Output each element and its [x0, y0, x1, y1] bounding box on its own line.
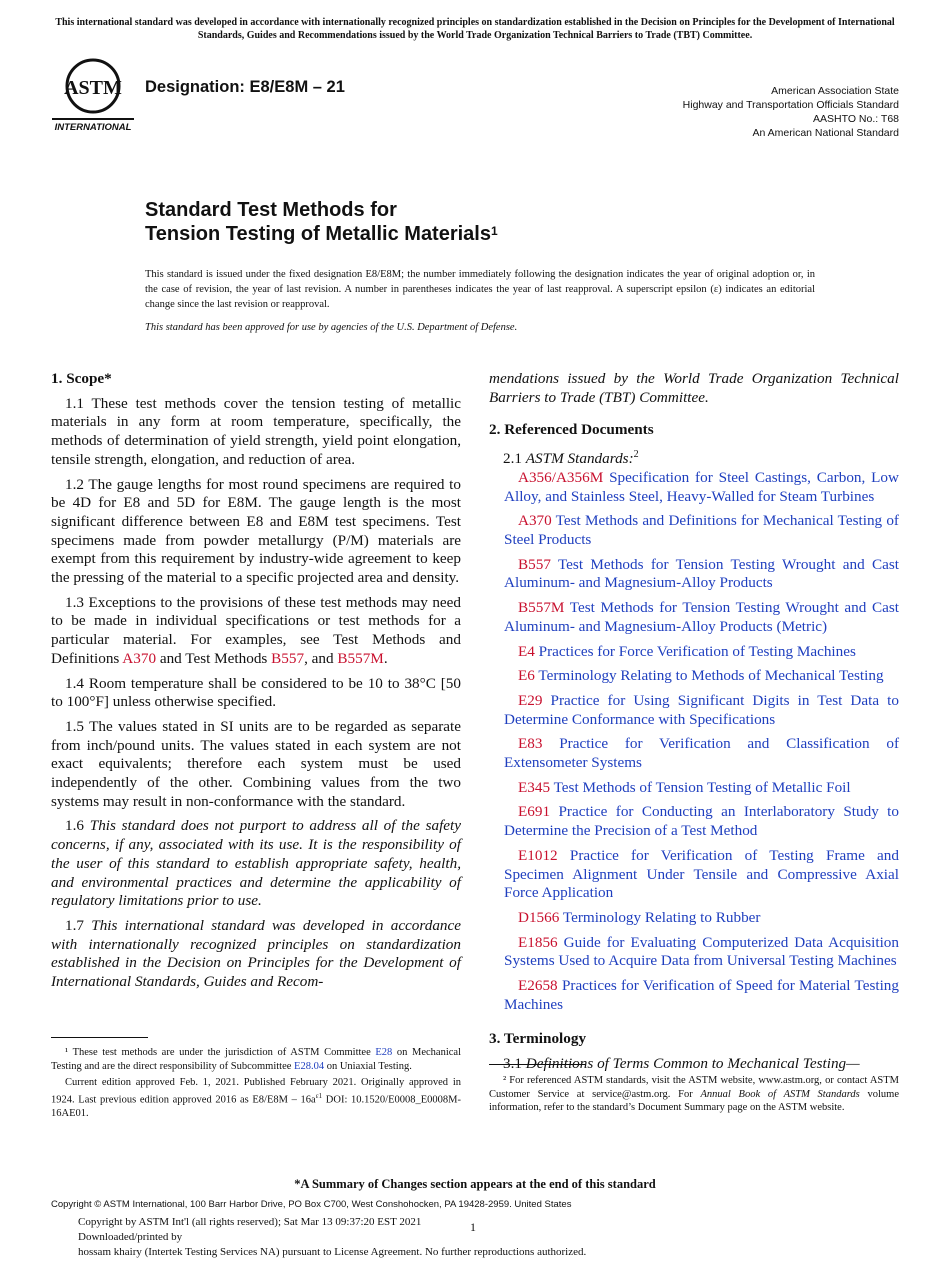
- paragraph-1-4: 1.4 Room temperature shall be considered to be 10 to 38°C [50 to 100°F] unless otherwise specified.: [51, 674, 461, 711]
- aashto-block: [683, 84, 899, 140]
- subsection-number: 2.1: [503, 450, 526, 468]
- reference-title-link[interactable]: Practice for Using Significant Digits in Test Data to Determine Conformance with Specifications: [504, 691, 899, 728]
- text-span: on Uniaxial Testing.: [324, 1060, 412, 1072]
- paragraph-1-7: [51, 917, 461, 992]
- reference-code-link[interactable]: B557M: [518, 599, 565, 617]
- link-e28[interactable]: E28: [375, 1047, 393, 1058]
- aashto-line: An American National Standard: [752, 127, 899, 139]
- text-span: ² For referenced ASTM standards, visit the ASTM website, www.astm.org, or contact ASTM Customer Service at service@astm.org. For: [489, 1075, 899, 1100]
- print-line: Downloaded/printed by: [78, 1231, 183, 1243]
- section-heading-terminology: 3. Terminology: [489, 1030, 587, 1048]
- paragraph-text: This standard does not purport to address all of the safety concerns, if any, associated with its use. It is the responsibility of the user of this standard to establish appropriate safety, health, and environmental practices and determine the applicability of regulatory limitations prior to use.: [51, 817, 461, 910]
- title-line-1: Standard Test Methods for: [145, 199, 397, 221]
- subsection-label: ASTM Standards:: [525, 450, 634, 468]
- reference-code-link[interactable]: E1856: [518, 933, 558, 951]
- paragraph-number: 3.1: [503, 1055, 526, 1073]
- reference-title-link[interactable]: Test Methods for Tension Testing Wrought and Cast Aluminum- and Magnesium-Alloy Products (Metric): [504, 599, 899, 635]
- reference-title-link[interactable]: Terminology Relating to Rubber: [559, 908, 761, 926]
- ref-link-b557[interactable]: B557: [271, 649, 305, 667]
- logo-word: INTERNATIONAL: [54, 122, 132, 132]
- paragraph-1-6: [51, 817, 461, 911]
- aashto-line: American Association State: [771, 85, 899, 97]
- paragraph-text: Definitions of Terms Common to Mechanical Testing—: [525, 1055, 860, 1073]
- text-span: Current edition approved Feb. 1, 2021. Published February 2021. Originally approved in 1924. Last previous edition approved 2016 as E8/E8M – 16a: [51, 1077, 461, 1105]
- reference-code-link[interactable]: E691: [518, 803, 551, 821]
- text-span: on Mechanical Testing and are the direct responsibility of Subcommittee: [51, 1047, 461, 1072]
- reference-title-link[interactable]: Test Methods for Tension Testing Wrought and Cast Aluminum- and Magnesium-Alloy Products: [504, 555, 899, 592]
- reference-list: [489, 469, 899, 1015]
- footnote-1-edition: [51, 1076, 461, 1120]
- reference-item: [489, 909, 899, 928]
- reference-title-link[interactable]: Practices for Force Verification of Testing Machines: [534, 642, 856, 660]
- reference-code-link[interactable]: E345: [518, 778, 551, 796]
- text-span: .: [383, 649, 388, 667]
- reference-title-link[interactable]: Specification for Steel Castings, Carbon, Low Alloy, and Stainless Steel, Heavy-Walled for Steam Turbines: [504, 468, 899, 505]
- footnote-divider: [51, 1037, 148, 1038]
- astm-logo: [52, 58, 134, 132]
- reference-item: [489, 934, 899, 971]
- reference-code-link[interactable]: E83: [518, 735, 543, 753]
- paragraph-1-2: 1.2 The gauge lengths for most round specimens are required to be 4D for E8 and 5D for E8M. The gauge length is the most significant difference between E8 and E8M test specimens. Test specimens made from powder metallurgy (P/M) materials are exempt from this requirement by industry-wide agreement to keep the pressing of the material to a specific projected area and density.: [51, 475, 461, 587]
- designation: Designation: E8/E8M – 21: [145, 78, 345, 96]
- reference-code-link[interactable]: A356/A356M: [518, 468, 604, 486]
- logo-letters: ASTM: [64, 77, 122, 99]
- text-span: 1.3 Exceptions to the provisions of these test methods may need to be made in individual specifications or test methods for a particular material. For examples, see Test Methods and Definitions: [51, 593, 461, 667]
- footnote-ref-2[interactable]: 2: [633, 449, 639, 461]
- text-span: Annual Book of ASTM Standards: [700, 1088, 860, 1100]
- summary-of-changes-note: *A Summary of Changes section appears at the end of this standard: [294, 1177, 656, 1191]
- reference-item: [489, 779, 899, 798]
- top-notice: This international standard was developed in accordance with internationally recognized principles on standardization established in the Decision on Principles for the Development of International Standards, Guides and Recommendations issued by the World Trade Organization Technical Barriers to Trade (TBT) Committee.: [55, 17, 895, 41]
- footnote-1: [51, 1046, 461, 1123]
- text-span: and Test Methods: [156, 649, 272, 667]
- reference-item: [489, 643, 899, 662]
- text-span: volume information, refer to the standard’s Document Summary page on the ASTM website.: [489, 1088, 899, 1113]
- reference-item: [489, 667, 899, 686]
- text-span: ¹ These test methods are under the jurisdiction of ASTM Committee: [65, 1047, 376, 1058]
- footnote-2-para: [489, 1074, 899, 1115]
- reference-title-link[interactable]: Test Methods and Definitions for Mechanical Testing of Steel Products: [504, 512, 899, 548]
- reference-item: [489, 735, 899, 772]
- title-footnote-ref[interactable]: 1: [491, 224, 498, 238]
- reference-title-link[interactable]: Terminology Relating to Methods of Mechanical Testing: [534, 667, 884, 685]
- aashto-line: AASHTO No.: T68: [813, 113, 899, 125]
- reference-item: [489, 977, 899, 1014]
- reference-item: [489, 469, 899, 506]
- reference-item: [489, 847, 899, 903]
- paragraph-number: 1.6: [65, 817, 90, 835]
- reference-title-link[interactable]: Guide for Evaluating Computerized Data Acquisition Systems Used to Acquire Data from Universal Testing Machines: [504, 933, 899, 970]
- reference-code-link[interactable]: E1012: [518, 846, 558, 864]
- astm-logo-icon: [52, 58, 134, 132]
- reference-code-link[interactable]: D1566: [518, 908, 560, 926]
- title-line-2-text: Tension Testing of Metallic Materials: [145, 223, 491, 245]
- aashto-line: Highway and Transportation Officials Standard: [682, 99, 899, 111]
- link-e28-04[interactable]: E28.04: [294, 1060, 325, 1072]
- text-span: DOI: 10.1520/E0008_E0008M-16AE01.: [51, 1094, 461, 1119]
- reference-item: [489, 512, 899, 549]
- reference-title-link[interactable]: Practices for Verification of Speed for Material Testing Machines: [504, 977, 899, 1013]
- epsilon-superscript: ε1: [315, 1091, 323, 1100]
- reference-code-link[interactable]: E2658: [518, 977, 558, 995]
- paragraph-text: This international standard was developed in accordance with internationally recognized principles on standardization established in the Decision on Principles for the Development of International Standards, Guides and Recom-: [51, 916, 462, 991]
- print-line: hossam khairy (Intertek Testing Services NA) pursuant to License Agreement. No further reproductions authorized.: [78, 1246, 587, 1258]
- paragraph-number: 1.7: [65, 916, 92, 934]
- footnote-2: [489, 1074, 899, 1118]
- text-span: , and: [304, 649, 338, 667]
- footnote-1-para: [51, 1046, 461, 1073]
- paragraph-1-3: [51, 594, 461, 669]
- paragraph-1-7-continued: mendations issued by the World Trade Organization Technical Barriers to Trade (TBT) Committee.: [489, 370, 899, 406]
- reference-code-link[interactable]: E29: [518, 691, 543, 709]
- right-column: [489, 370, 899, 1080]
- section-heading-scope: 1. Scope*: [51, 370, 112, 387]
- reference-item: [489, 599, 899, 636]
- subsection-2-1: [489, 446, 899, 469]
- reference-item: [489, 556, 899, 593]
- paragraph-1-1: 1.1 These test methods cover the tension testing of metallic materials in any form at room temperature, specifically, the methods of determination of yield strength, yield point elongation, tensile strength, elongation, and reduction of area.: [51, 394, 461, 468]
- left-column: [51, 370, 461, 998]
- dod-approval-note: This standard has been approved for use by agencies of the U.S. Department of Defense.: [145, 322, 518, 333]
- print-license-block: [78, 1215, 586, 1260]
- section-heading-referenced-documents: 2. Referenced Documents: [489, 421, 654, 439]
- reference-item: [489, 692, 899, 729]
- reference-title-link[interactable]: Practice for Verification of Testing Frame and Specimen Alignment Under Tensile and Compressive Axial Force Application: [504, 846, 899, 902]
- reference-code-link[interactable]: A370: [518, 512, 552, 530]
- title-line-2: [145, 222, 498, 246]
- ref-link-b557m[interactable]: B557M: [337, 649, 384, 667]
- print-line: Copyright by ASTM Int'l (all rights reserved); Sat Mar 13 09:37:20 EST 2021: [78, 1216, 422, 1228]
- footnote-divider: [489, 1064, 586, 1065]
- reference-title-link[interactable]: Test Methods of Tension Testing of Metallic Foil: [550, 778, 851, 796]
- reference-item: [489, 803, 899, 840]
- ref-link-a370[interactable]: A370: [122, 649, 157, 667]
- reference-title-link[interactable]: Practice for Verification and Classification of Extensometer Systems: [504, 735, 899, 772]
- reference-code-link[interactable]: B557: [518, 555, 551, 573]
- issuance-note: This standard is issued under the fixed designation E8/E8M; the number immediately following the designation indicates the year of original adoption or, in the case of revision, the year of last revision. A number in parentheses indicates the year of last reapproval. A superscript epsilon (ε) indicates an editorial change since the last revision or reapproval.: [145, 269, 815, 310]
- document-title: [145, 198, 498, 246]
- reference-code-link[interactable]: E4: [518, 642, 535, 660]
- paragraph-1-5: 1.5 The values stated in SI units are to be regarded as separate from inch/pound units. The values stated in each system are not exact equivalents; therefore each system must be used independently of the other. Combining values from the two systems may result in non-conformance with the standard.: [51, 717, 461, 810]
- reference-code-link[interactable]: E6: [518, 667, 535, 685]
- page-number: 1: [470, 1220, 476, 1234]
- copyright-line: Copyright © ASTM International, 100 Barr Harbor Drive, PO Box C700, West Conshohocken, PA 19428-2959. United States: [51, 1199, 572, 1210]
- reference-title-link[interactable]: Practice for Conducting an Interlaboratory Study to Determine the Precision of a Test Method: [504, 803, 899, 840]
